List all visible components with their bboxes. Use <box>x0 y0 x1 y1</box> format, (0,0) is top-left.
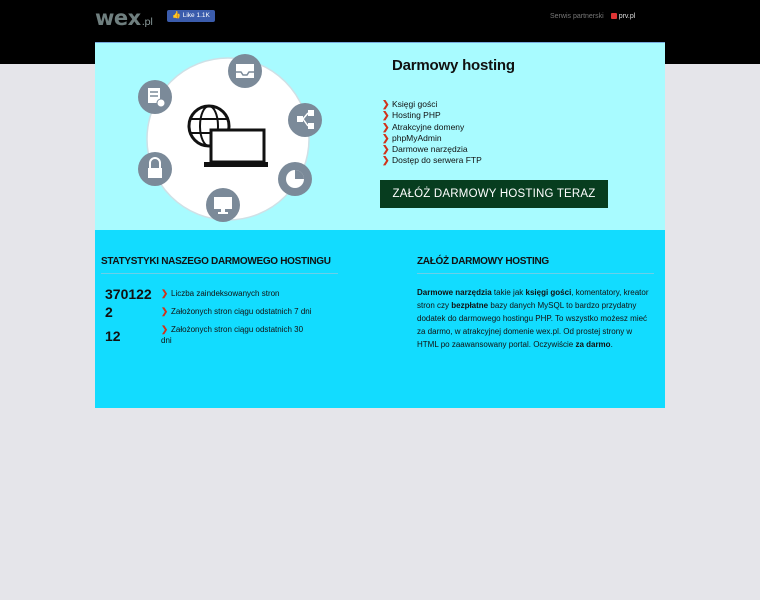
chevron-right-icon: ❯ <box>161 324 169 334</box>
chevron-right-icon: ❯ <box>382 144 390 155</box>
chevron-right-icon: ❯ <box>382 121 390 132</box>
partner-label: Serwis partnerski <box>550 13 604 20</box>
site-logo[interactable]: wex.pl <box>95 6 153 30</box>
feature-item: ❯ Darmowe narzędzia <box>382 144 468 155</box>
info-paragraph: Darmowe narzędzia takie jak księgi gości, komentatory, kreator stron czy bezpłatne bazy danych MySQL to bardzo przydatny dodatek do darmowego hostingu PHP. To wszystko możesz mieć za darmo, w atrakcyjnej domenie wex.pl. Od prostej strony w HTML po zaawansowany portal. Oczywiście za darmo. <box>417 288 649 349</box>
thumbs-up-icon: 👍 <box>172 12 181 19</box>
feature-item: ❯ Atrakcyjne domeny <box>382 121 465 132</box>
stat-value: 370122 <box>105 286 152 302</box>
document-check-icon <box>138 80 172 114</box>
stat-value: 2 <box>105 304 113 320</box>
feature-item: ❯ Hosting PHP <box>382 110 441 121</box>
chevron-right-icon: ❯ <box>382 132 390 143</box>
chevron-right-icon: ❯ <box>161 306 169 316</box>
feature-list <box>382 99 482 167</box>
create-hosting-button[interactable]: ZAŁÓŻ DARMOWY HOSTING TERAZ <box>380 180 608 208</box>
stat-label: ❯ Założonych stron ciągu odstatnich 7 dni <box>161 306 312 316</box>
chevron-right-icon: ❯ <box>161 288 169 298</box>
feature-item: ❯ Dostęp do serwera FTP <box>382 155 482 166</box>
stat-label: ❯ Liczba zaindeksowanych stron <box>161 288 280 298</box>
stat-value: 12 <box>105 328 121 344</box>
prv-logo-icon <box>611 13 617 19</box>
stats-section <box>95 230 665 408</box>
stat-label: ❯ Założonych stron ciągu odstatnich 30 dni <box>161 324 304 345</box>
lock-icon <box>138 152 172 186</box>
chevron-right-icon: ❯ <box>382 99 390 109</box>
info-title: ZAŁÓŻ DARMOWY HOSTING <box>417 256 654 274</box>
pie-chart-icon <box>278 162 312 196</box>
hero-title: Darmowy hosting <box>392 57 515 74</box>
chevron-right-icon: ❯ <box>382 110 390 121</box>
feature-item: ❯ Księgi gości <box>382 99 438 109</box>
monitor-icon <box>206 188 240 222</box>
feature-item: ❯ phpMyAdmin <box>382 132 442 143</box>
hosting-illustration <box>95 43 375 231</box>
inbox-icon <box>228 54 262 88</box>
hero-section <box>95 42 665 231</box>
partner-link[interactable] <box>550 13 635 20</box>
partner-site[interactable]: prv.pl <box>618 13 636 20</box>
facebook-like-button[interactable]: 👍 Like 1.1K <box>167 10 215 22</box>
chevron-right-icon: ❯ <box>382 155 390 166</box>
stats-title: STATYSTYKI NASZEGO DARMOWEGO HOSTINGU <box>101 256 338 274</box>
sitemap-icon <box>288 103 322 137</box>
